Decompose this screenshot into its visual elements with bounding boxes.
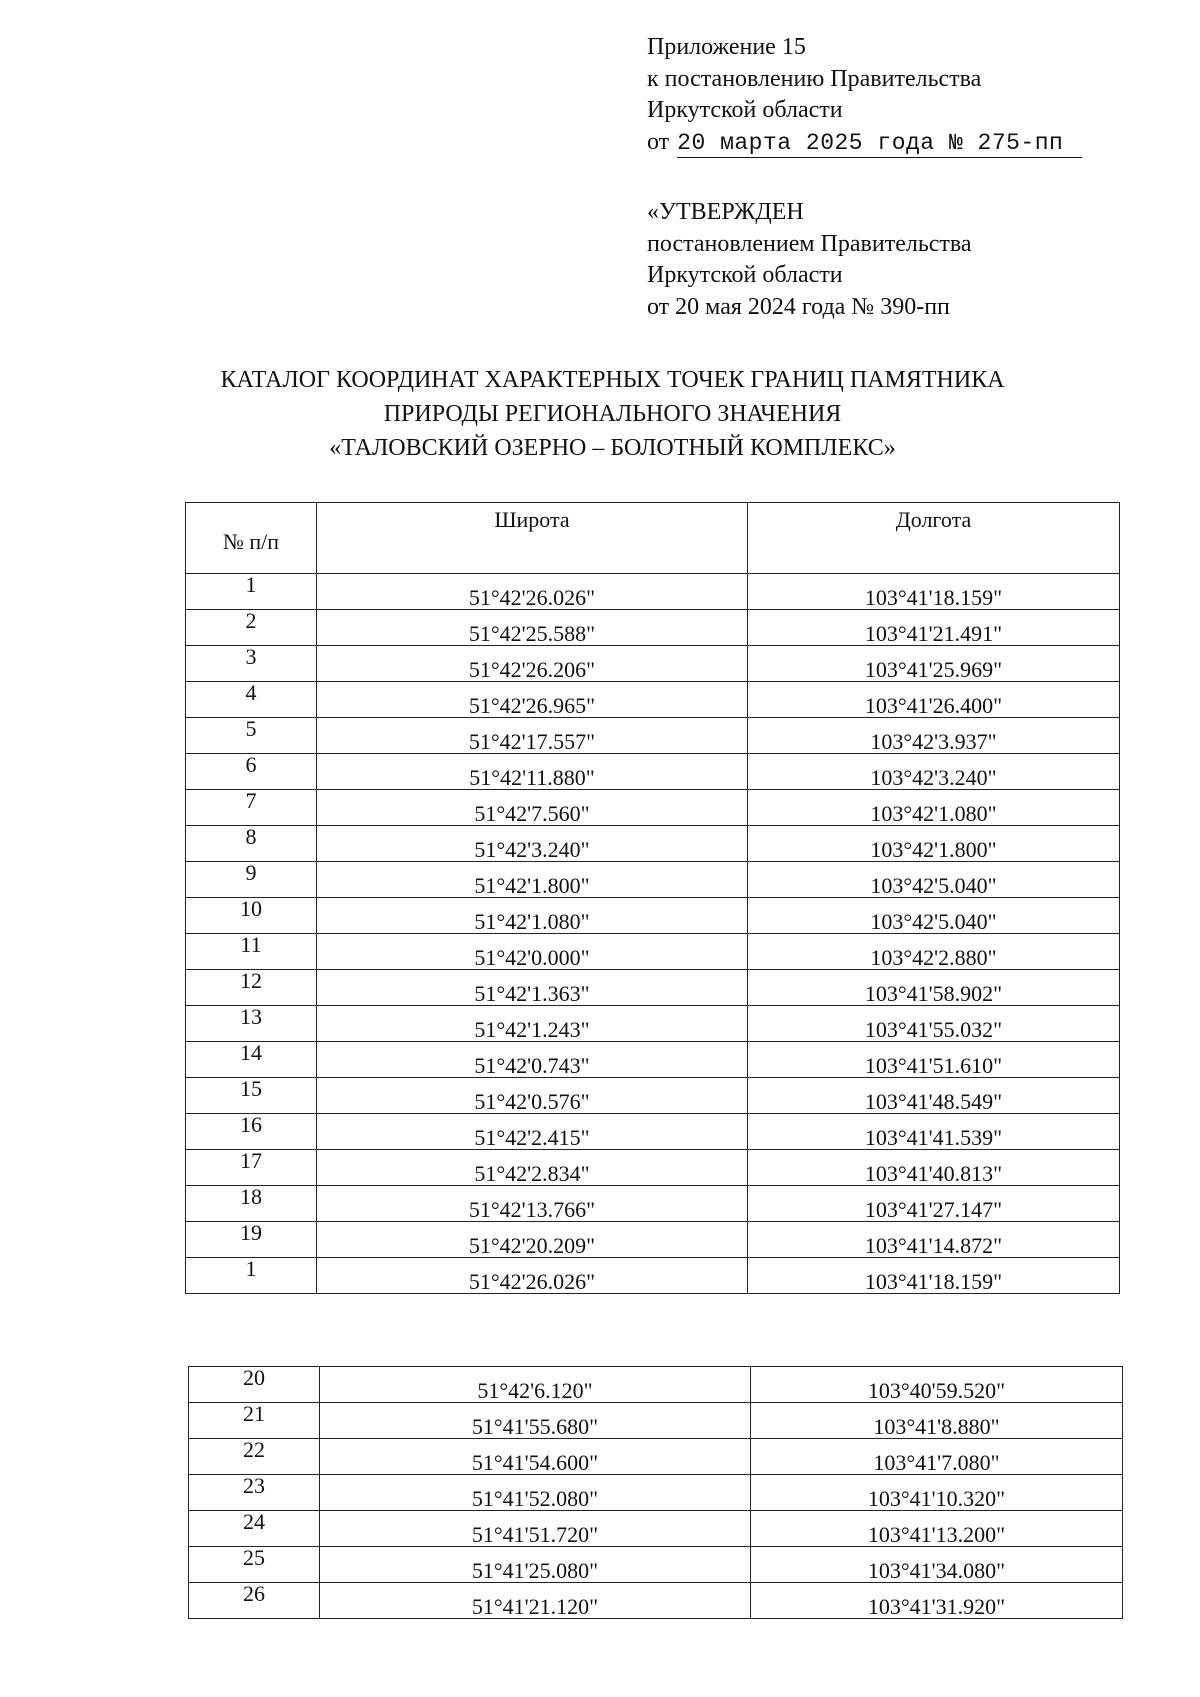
table-row xyxy=(186,1006,1120,1042)
appendix-date-prefix: от xyxy=(647,128,670,155)
latitude-cell: 51°42'11.880" xyxy=(317,754,748,790)
longitude-cell: 103°42'5.040" xyxy=(748,862,1120,898)
longitude-cell: 103°41'21.491" xyxy=(748,610,1120,646)
approved-resolution-ref: постановлением Правительства xyxy=(647,230,972,257)
table-row xyxy=(186,862,1120,898)
table-row xyxy=(186,1186,1120,1222)
coordinates-table-contour-2 xyxy=(188,1366,1123,1619)
longitude-cell: 103°42'2.880" xyxy=(748,934,1120,970)
catalog-title-line-1: КАТАЛОГ КООРДИНАТ ХАРАКТЕРНЫХ ТОЧЕК ГРАНИЦ ПАМЯТНИКА xyxy=(220,367,1005,393)
table-row xyxy=(186,682,1120,718)
latitude-cell: 51°42'6.120" xyxy=(320,1367,751,1403)
latitude-cell: 51°42'26.026" xyxy=(317,574,748,610)
longitude-cell: 103°41'26.400" xyxy=(748,682,1120,718)
approved-date: от 20 мая 2024 года № 390-пп xyxy=(647,293,950,320)
latitude-cell: 51°42'0.576" xyxy=(317,1078,748,1114)
approved-label: «УТВЕРЖДЕН xyxy=(647,199,804,225)
longitude-cell: 103°42'5.040" xyxy=(748,898,1120,934)
latitude-cell: 51°42'3.240" xyxy=(317,826,748,862)
point-number-cell: 23 xyxy=(189,1475,320,1511)
table-row xyxy=(189,1511,1123,1547)
point-number-cell: 2 xyxy=(186,610,317,646)
latitude-cell: 51°42'0.743" xyxy=(317,1042,748,1078)
point-number-cell: 6 xyxy=(186,754,317,790)
point-number-cell: 3 xyxy=(186,646,317,682)
point-number-cell: 8 xyxy=(186,826,317,862)
point-number-cell: 4 xyxy=(186,682,317,718)
longitude-cell: 103°41'10.320" xyxy=(751,1475,1123,1511)
point-number-cell: 17 xyxy=(186,1150,317,1186)
table-row xyxy=(186,1114,1120,1150)
longitude-cell: 103°42'1.080" xyxy=(748,790,1120,826)
latitude-cell: 51°41'55.680" xyxy=(320,1403,751,1439)
longitude-cell: 103°41'25.969" xyxy=(748,646,1120,682)
point-number-cell: 10 xyxy=(186,898,317,934)
table-row xyxy=(186,718,1120,754)
longitude-cell: 103°41'18.159" xyxy=(748,574,1120,610)
header-latitude: Широта xyxy=(317,503,748,574)
appendix-header xyxy=(647,32,1082,158)
latitude-cell: 51°41'52.080" xyxy=(320,1475,751,1511)
point-number-cell: 12 xyxy=(186,970,317,1006)
point-number-cell: 1 xyxy=(186,574,317,610)
table-row xyxy=(186,826,1120,862)
latitude-cell: 51°42'2.415" xyxy=(317,1114,748,1150)
point-number-cell: 13 xyxy=(186,1006,317,1042)
longitude-cell: 103°41'8.880" xyxy=(751,1403,1123,1439)
latitude-cell: 51°42'1.243" xyxy=(317,1006,748,1042)
point-number-cell: 20 xyxy=(189,1367,320,1403)
point-number-cell: 18 xyxy=(186,1186,317,1222)
table-row xyxy=(186,754,1120,790)
latitude-cell: 51°42'2.834" xyxy=(317,1150,748,1186)
table-header-row xyxy=(186,503,1120,574)
point-number-cell: 24 xyxy=(189,1511,320,1547)
table-row xyxy=(186,970,1120,1006)
point-number-cell: 7 xyxy=(186,790,317,826)
table-row xyxy=(189,1367,1123,1403)
table-row xyxy=(186,934,1120,970)
table-row xyxy=(189,1403,1123,1439)
longitude-cell: 103°41'18.159" xyxy=(748,1258,1120,1294)
longitude-cell: 103°42'3.240" xyxy=(748,754,1120,790)
point-number-cell: 22 xyxy=(189,1439,320,1475)
table-row xyxy=(186,1078,1120,1114)
table-row xyxy=(186,898,1120,934)
header-longitude: Долгота xyxy=(748,503,1120,574)
longitude-cell: 103°40'59.520" xyxy=(751,1367,1123,1403)
longitude-cell: 103°41'51.610" xyxy=(748,1042,1120,1078)
table-row xyxy=(186,1150,1120,1186)
longitude-cell: 103°41'27.147" xyxy=(748,1186,1120,1222)
longitude-cell: 103°42'1.800" xyxy=(748,826,1120,862)
latitude-cell: 51°42'20.209" xyxy=(317,1222,748,1258)
table-row xyxy=(189,1439,1123,1475)
point-number-cell: 14 xyxy=(186,1042,317,1078)
point-number-cell: 9 xyxy=(186,862,317,898)
table-row xyxy=(186,1258,1120,1294)
catalog-title-line-2: ПРИРОДЫ РЕГИОНАЛЬНОГО ЗНАЧЕНИЯ xyxy=(383,401,842,427)
table-row xyxy=(189,1547,1123,1583)
longitude-cell: 103°41'13.200" xyxy=(751,1511,1123,1547)
longitude-cell: 103°41'31.920" xyxy=(751,1583,1123,1619)
approved-region: Иркутской области xyxy=(647,262,843,288)
coordinates-table-contour-1 xyxy=(185,502,1120,1294)
latitude-cell: 51°42'26.965" xyxy=(317,682,748,718)
longitude-cell: 103°41'14.872" xyxy=(748,1222,1120,1258)
latitude-cell: 51°42'26.026" xyxy=(317,1258,748,1294)
latitude-cell: 51°41'25.080" xyxy=(320,1547,751,1583)
latitude-cell: 51°42'13.766" xyxy=(317,1186,748,1222)
header-point-number: № п/п xyxy=(186,503,317,574)
point-number-cell: 5 xyxy=(186,718,317,754)
table-row xyxy=(186,610,1120,646)
point-number-cell: 21 xyxy=(189,1403,320,1439)
latitude-cell: 51°42'1.800" xyxy=(317,862,748,898)
catalog-title xyxy=(150,363,1075,465)
longitude-cell: 103°41'48.549" xyxy=(748,1078,1120,1114)
longitude-cell: 103°41'40.813" xyxy=(748,1150,1120,1186)
latitude-cell: 51°41'51.720" xyxy=(320,1511,751,1547)
latitude-cell: 51°42'1.363" xyxy=(317,970,748,1006)
table-body-contour-2 xyxy=(189,1367,1123,1619)
table-row xyxy=(186,1222,1120,1258)
longitude-cell: 103°42'3.937" xyxy=(748,718,1120,754)
point-number-cell: 16 xyxy=(186,1114,317,1150)
latitude-cell: 51°42'25.588" xyxy=(317,610,748,646)
longitude-cell: 103°41'58.902" xyxy=(748,970,1120,1006)
longitude-cell: 103°41'55.032" xyxy=(748,1006,1120,1042)
appendix-number: Приложение 15 xyxy=(647,34,806,60)
table-row xyxy=(186,646,1120,682)
catalog-title-line-3: «ТАЛОВСКИЙ ОЗЕРНО – БОЛОТНЫЙ КОМПЛЕКС» xyxy=(329,435,896,461)
latitude-cell: 51°42'0.000" xyxy=(317,934,748,970)
appendix-date-value: 20 марта 2025 года № 275-пп xyxy=(677,129,1082,158)
table-body-contour-1 xyxy=(186,574,1120,1294)
point-number-cell: 19 xyxy=(186,1222,317,1258)
table-row xyxy=(186,790,1120,826)
appendix-resolution-ref: к постановлению Правительства xyxy=(647,65,982,92)
table-row xyxy=(189,1583,1123,1619)
table-row xyxy=(186,1042,1120,1078)
latitude-cell: 51°42'26.206" xyxy=(317,646,748,682)
point-number-cell: 1 xyxy=(186,1258,317,1294)
latitude-cell: 51°41'21.120" xyxy=(320,1583,751,1619)
latitude-cell: 51°41'54.600" xyxy=(320,1439,751,1475)
appendix-date-line xyxy=(647,127,1082,159)
longitude-cell: 103°41'34.080" xyxy=(751,1547,1123,1583)
appendix-region: Иркутской области xyxy=(647,97,843,123)
approved-header xyxy=(647,197,972,323)
longitude-cell: 103°41'7.080" xyxy=(751,1439,1123,1475)
point-number-cell: 26 xyxy=(189,1583,320,1619)
latitude-cell: 51°42'7.560" xyxy=(317,790,748,826)
latitude-cell: 51°42'17.557" xyxy=(317,718,748,754)
table-row xyxy=(186,574,1120,610)
point-number-cell: 15 xyxy=(186,1078,317,1114)
latitude-cell: 51°42'1.080" xyxy=(317,898,748,934)
point-number-cell: 25 xyxy=(189,1547,320,1583)
table-row xyxy=(189,1475,1123,1511)
point-number-cell: 11 xyxy=(186,934,317,970)
longitude-cell: 103°41'41.539" xyxy=(748,1114,1120,1150)
